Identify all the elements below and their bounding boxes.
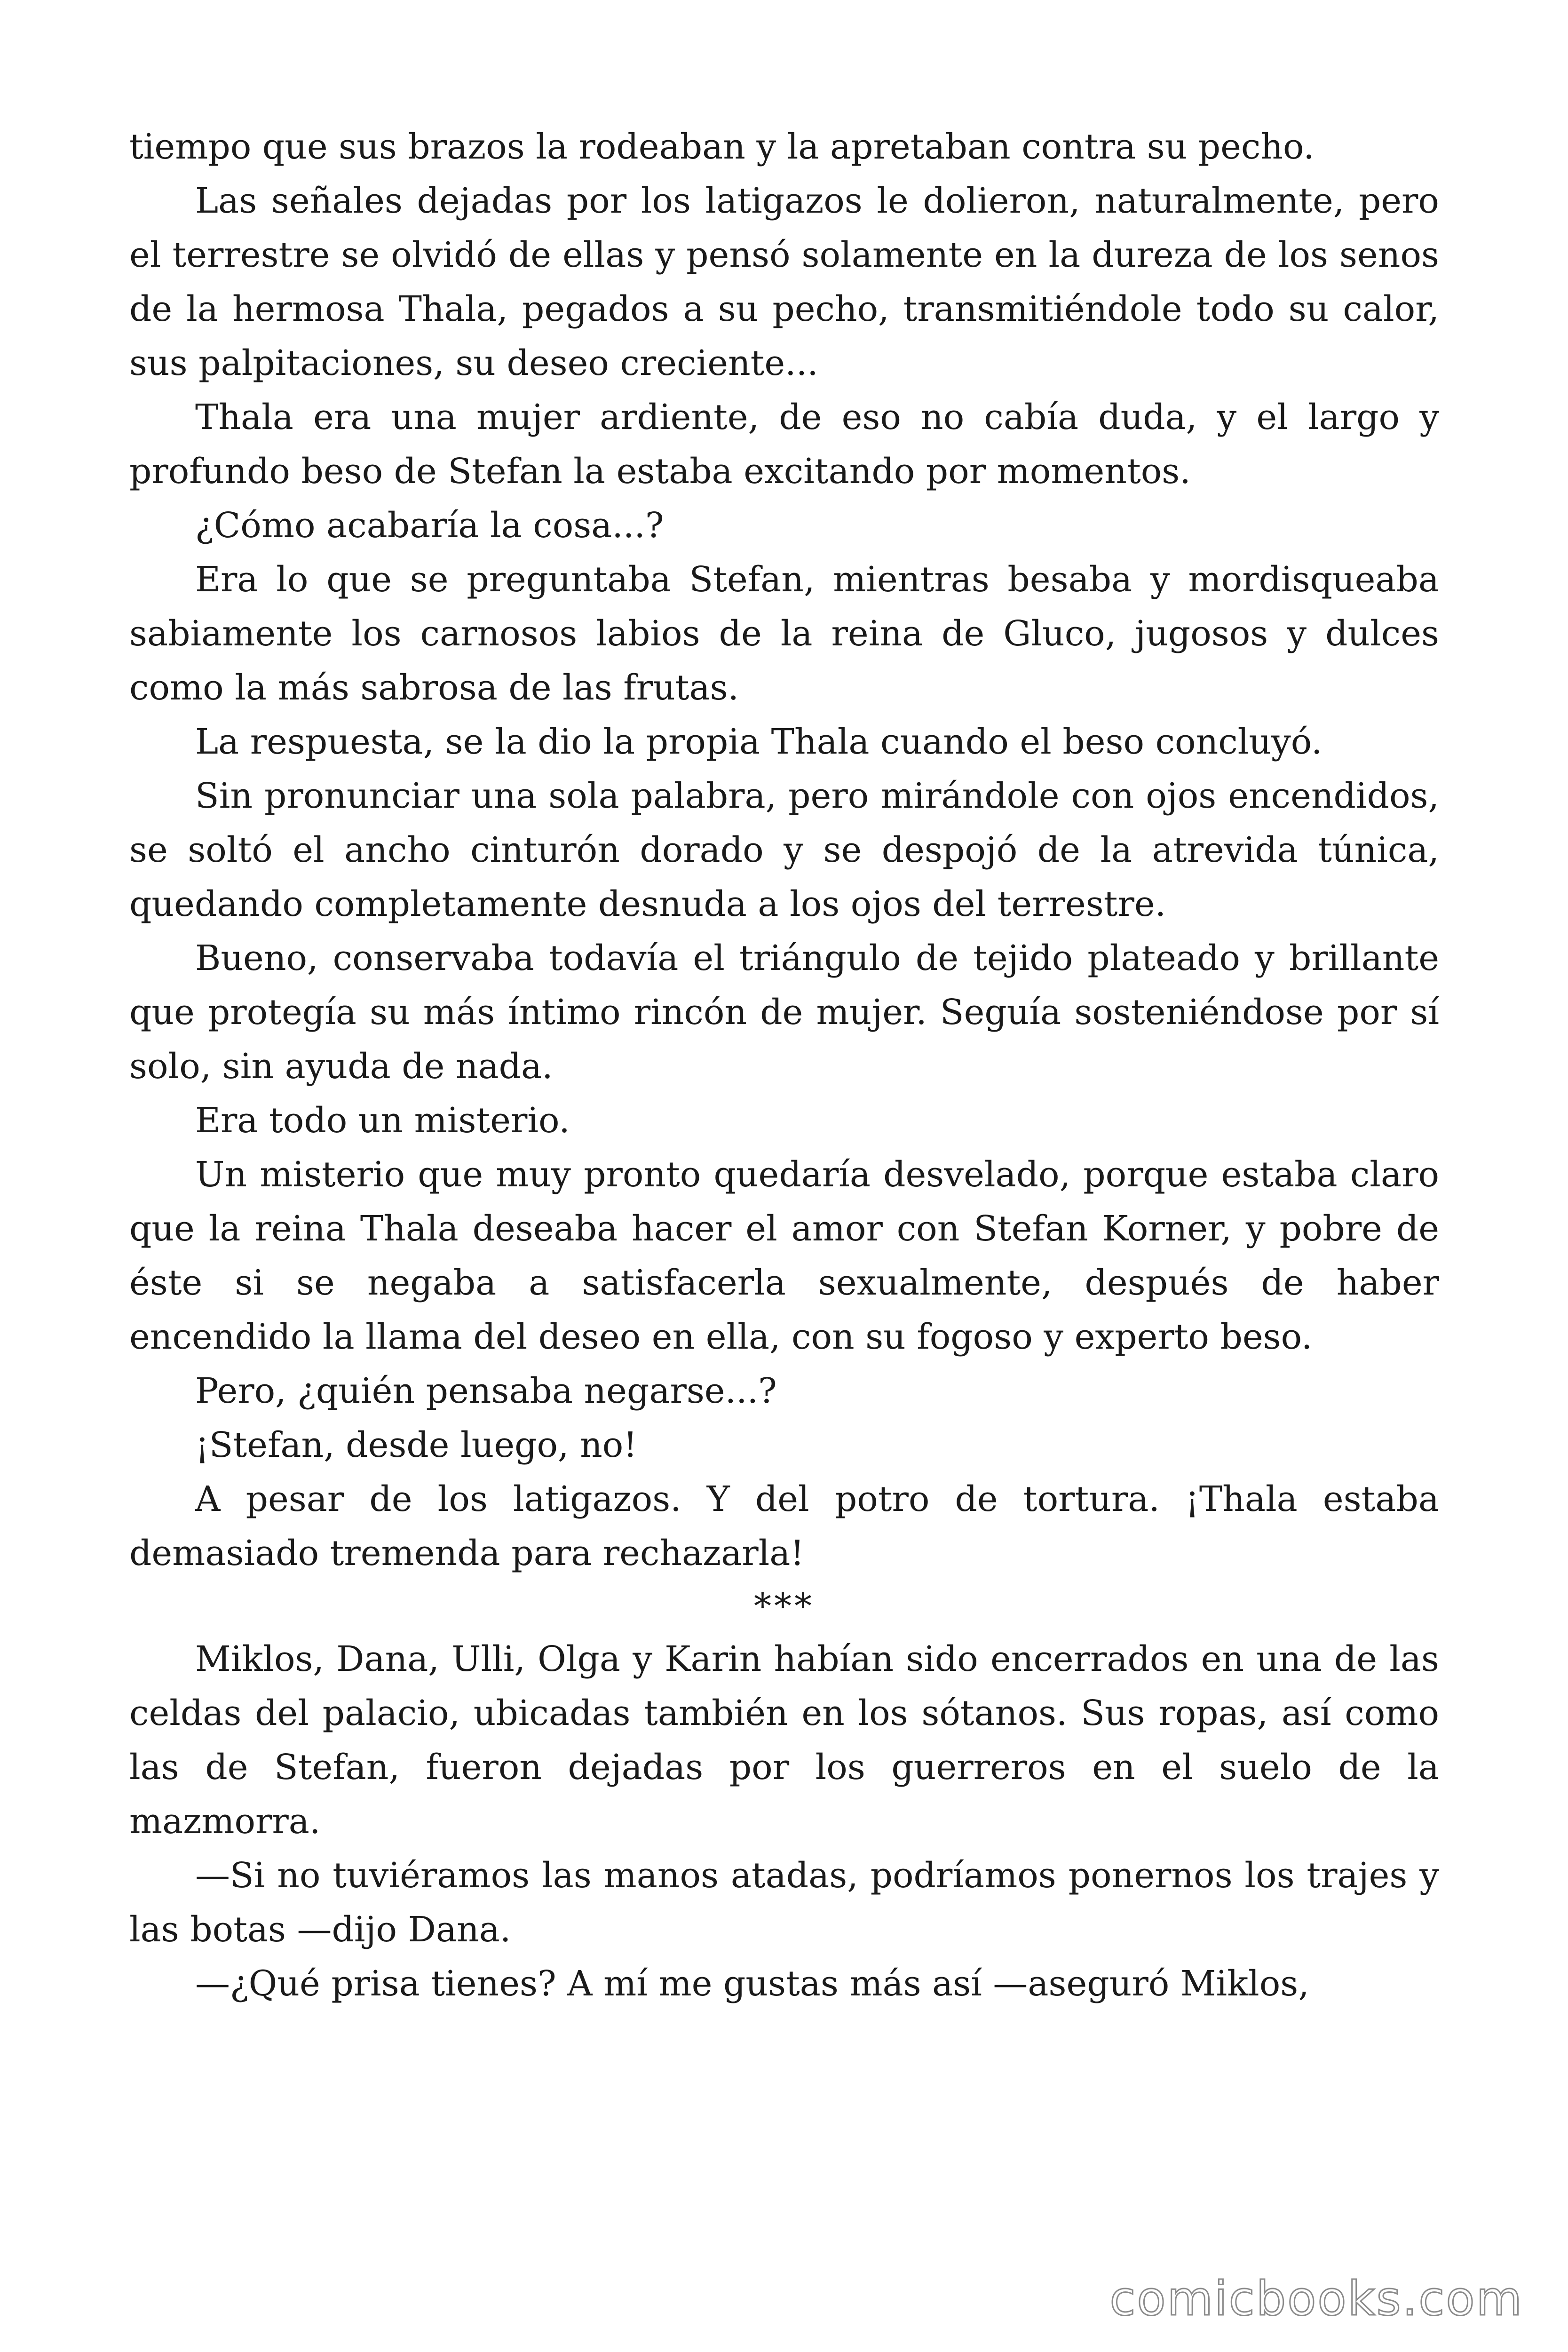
paragraph: tiempo que sus brazos la rodeaban y la apretaban contra su pecho.	[129, 127, 1315, 167]
paragraph: La respuesta, se la dio la propia Thala cuando el beso concluyó.	[195, 722, 1323, 762]
paragraph: —¿Qué prisa tienes? A mí me gustas más así —aseguró Miklos,	[195, 1963, 1309, 2004]
paragraph: Miklos, Dana, Ulli, Olga y Karin habían sido encerrados en una de las celdas del palacio, ubicadas también en los sótanos. Sus ropas, así como las de Stefan, fueron dejadas por los guerreros en el suelo de la mazmorra.	[129, 1639, 1439, 1842]
paragraph: Thala era una mujer ardiente, de eso no cabía duda, y el largo y profundo beso de Stefan la estaba excitando por momentos.	[129, 397, 1439, 492]
paragraph: Sin pronunciar una sola palabra, pero mirándole con ojos encendidos, se soltó el ancho cinturón dorado y se despojó de la atrevida túnica, quedando completamente desnuda a los ojos del terrestre.	[129, 776, 1439, 924]
paragraph: ¿Cómo acabaría la cosa...?	[195, 505, 664, 546]
paragraph: Las señales dejadas por los latigazos le dolieron, naturalmente, pero el terrestre se olvidó de ellas y pensó solamente en la dureza de los senos de la hermosa Thala, pegados a su pecho, transmitiéndole todo su calor, sus palpitaciones, su deseo creciente...	[129, 181, 1439, 383]
scene-separator: ***	[754, 1586, 815, 1627]
site-watermark: comicbooks.com	[1109, 2271, 1523, 2326]
paragraph: Era lo que se preguntaba Stefan, mientras besaba y mordisqueaba sabiamente los carnosos labios de la reina de Gluco, jugosos y dulces como la más sabrosa de las frutas.	[129, 559, 1439, 708]
paragraph: Pero, ¿quién pensaba negarse...?	[195, 1371, 777, 1411]
paragraph: ¡Stefan, desde luego, no!	[195, 1425, 638, 1465]
paragraph: Un misterio que muy pronto quedaría desvelado, porque estaba claro que la reina Thala deseaba hacer el amor con Stefan Korner, y pobre de éste si se negaba a satisfacerla sexualmente, después de haber encendido la llama del deseo en ella, con su fogoso y experto beso.	[129, 1154, 1439, 1357]
paragraph: —Si no tuviéramos las manos atadas, podríamos ponernos los trajes y las botas —dijo Dana.	[129, 1855, 1439, 1950]
paragraph: A pesar de los latigazos. Y del potro de tortura. ¡Thala estaba demasiado tremenda para rechazarla!	[129, 1479, 1439, 1573]
book-page-text	[129, 120, 1439, 2011]
paragraph: Bueno, conservaba todavía el triángulo de tejido plateado y brillante que protegía su más íntimo rincón de mujer. Seguía sosteniéndose por sí solo, sin ayuda de nada.	[129, 938, 1439, 1087]
paragraph: Era todo un misterio.	[195, 1100, 570, 1141]
